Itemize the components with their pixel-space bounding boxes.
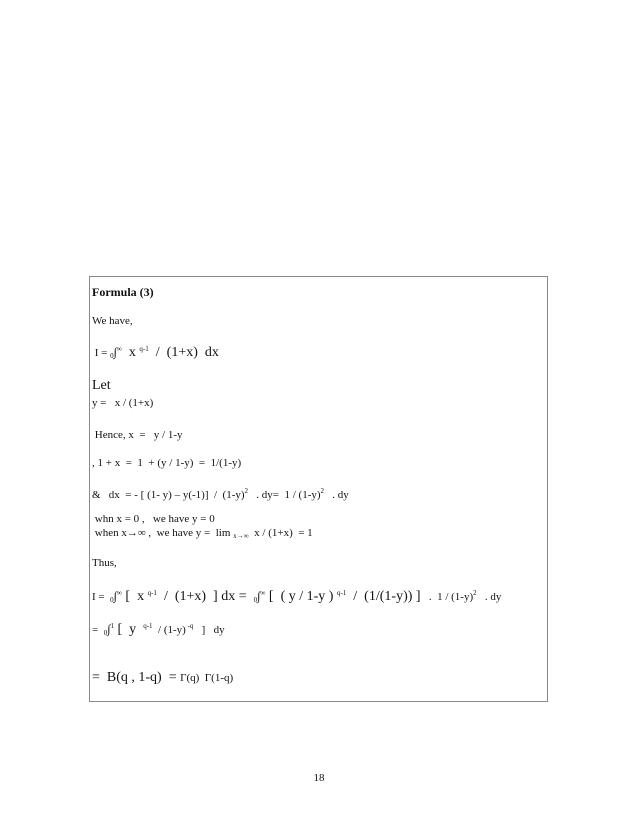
let-text: Let <box>92 378 111 393</box>
integral-substitution-line: I = $_0$∫∞ [ x $^{q-1}$ / (1+x) ] dx = $_0$∫∞ [ ( y / 1-y ) $^{q-1}$ / (1/(1-y)) ] . $1 / (1-y)^2$ . dy <box>92 589 502 604</box>
beta-gamma-result: = B(q , 1-q) = Γ(q) Γ(1-q) <box>92 670 234 685</box>
hence-line: Hence, x = y / 1-y <box>92 429 183 441</box>
page-number: 18 <box>313 772 325 784</box>
dx-line: & dx = - [ (1- $y) - y(-1)] / (1-y)^2$ . $dy= 1 / (1-y)^2$ . dy <box>92 487 349 501</box>
when-zero-line: whn x = 0 , we have y = 0 <box>92 513 215 525</box>
formula-title: Formula (3) <box>92 285 154 299</box>
when-infinity-line: when x→∞ , we have y = lim $_{x\to\infty}$ x / (1+x) = 1 <box>92 527 313 540</box>
we-have-text: We have, <box>92 315 133 327</box>
thus-text: Thus, <box>92 557 117 569</box>
one-plus-x-line: , 1 + x = 1 + (y / 1-y) = 1/(1-y) <box>92 457 242 469</box>
substitution-line: y = x / (1+x) <box>92 397 154 409</box>
formula-box <box>89 276 548 702</box>
simplified-integral-line: = $_0$∫$^1$ [ y $^{q-1}$ / (1-y) $^{-q}$ ] dy <box>92 622 225 637</box>
integral-definition: I = $_0$∫∞ x $^{q-1}$ / (1+x) dx <box>92 345 219 360</box>
